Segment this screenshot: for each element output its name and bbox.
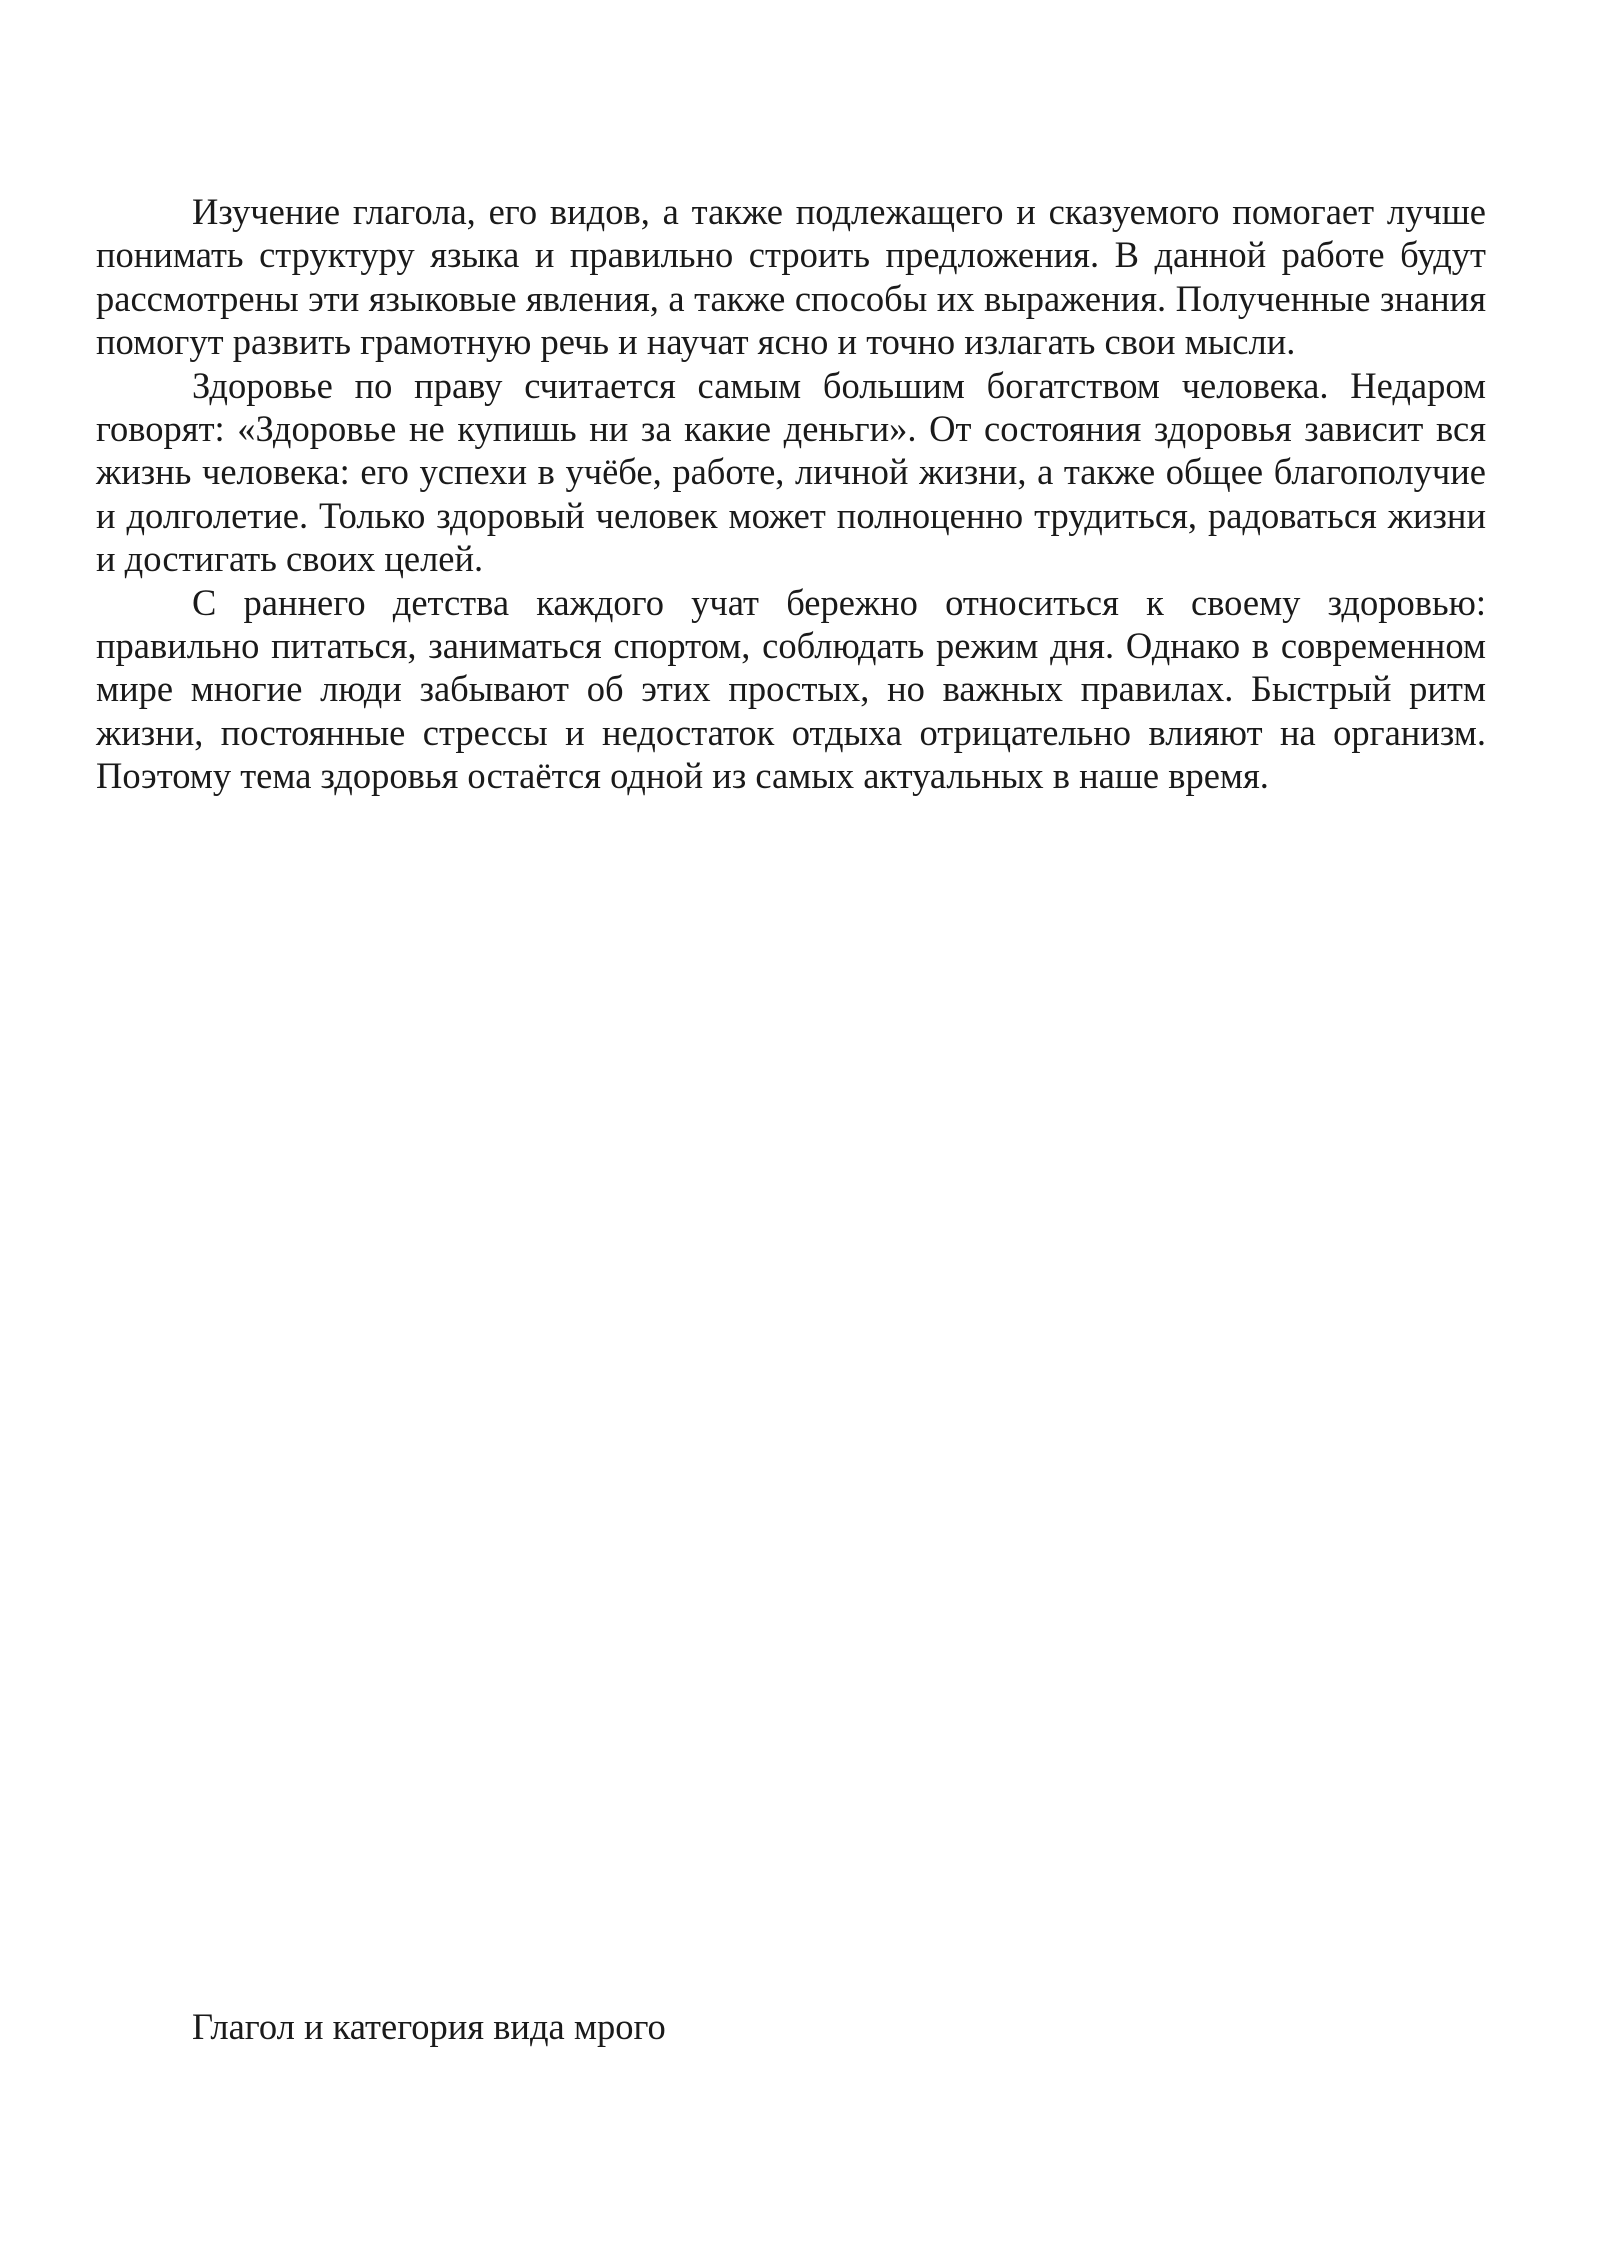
section-heading: Глагол и категория вида мрого — [192, 2006, 666, 2047]
paragraph-intro: Изучение глагола, его видов, а также подлежащего и сказуемого помогает лучше понимать структуру языка и правильно строить предложения. В данной работе будут рассмотрены эти языковые явления, а также способы их выражения. Полученные знания помогут развить грамотную речь и научат ясно и точно излагать свои мысли. — [96, 191, 1486, 363]
document-body — [96, 190, 1486, 798]
paragraph-health-habits: С раннего детства каждого учат бережно относиться к своему здоровью: правильно питаться, заниматься спортом, соблюдать режим дня. Однако в современном мире многие люди забывают об этих простых, но важных правилах. Быстрый ритм жизни, постоянные стрессы и недостаток отдыха отрицательно влияют на организм. Поэтому тема здоровья остаётся одной из самых актуальных в наше время. — [96, 581, 1486, 797]
paragraph-health-value: Здоровье по праву считается самым большим богатством человека. Недаром говорят: «Здоровье не купишь ни за какие деньги». От состояния здоровья зависит вся жизнь человека: его успехи в учёбе, работе, личной жизни, а также общее благополучие и долголетие. Только здоровый человек может полноценно трудиться, радоваться жизни и достигать своих целей. — [96, 364, 1486, 580]
